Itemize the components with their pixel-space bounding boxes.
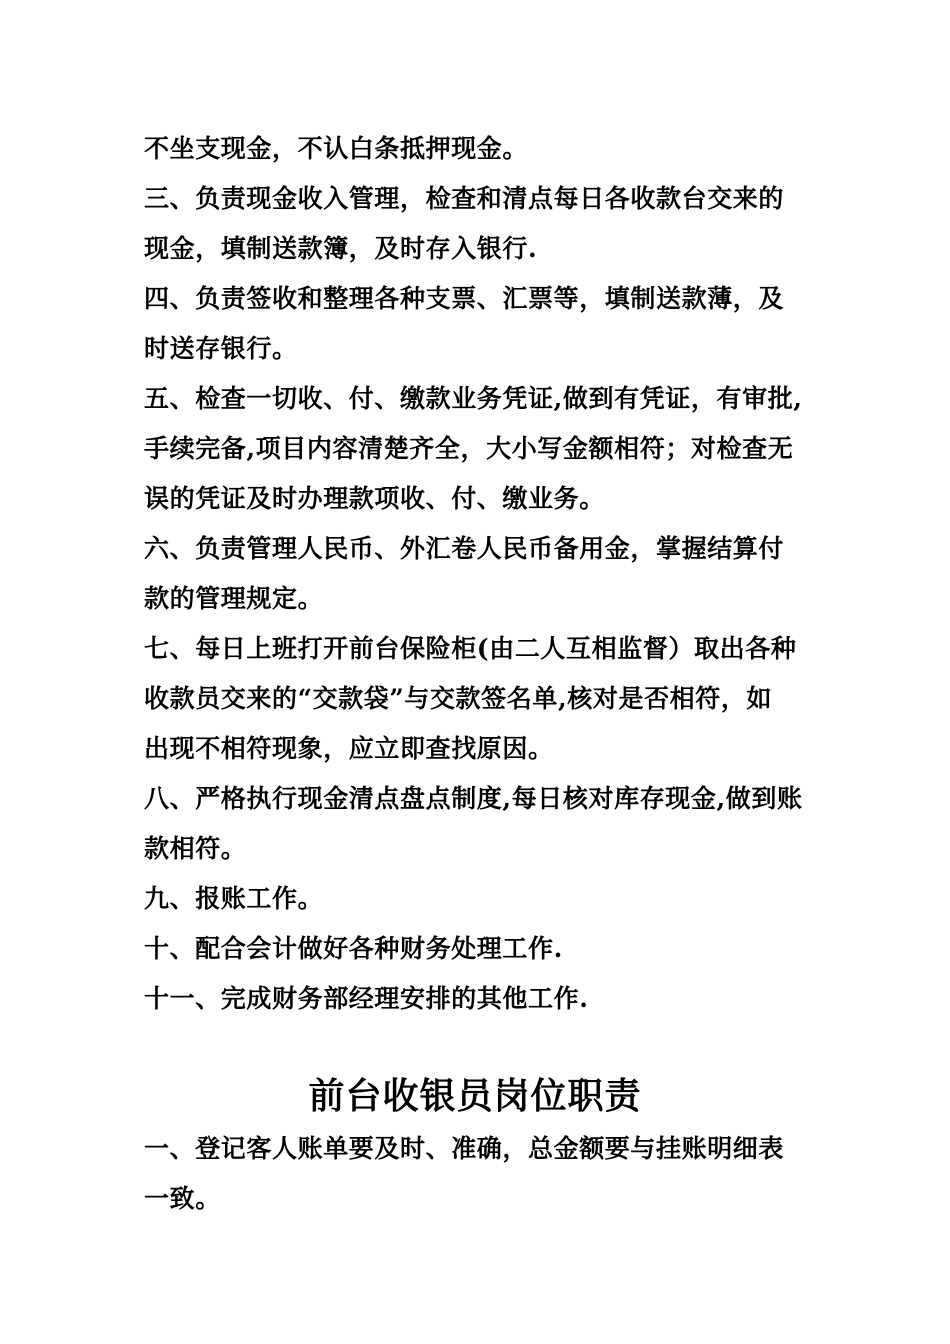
text-line: 十、配合会计做好各种财务处理工作. — [144, 934, 563, 963]
text-line: 手续完备,项目内容清楚齐全，大小写金额相符；对检查无 — [144, 434, 794, 463]
text-line: 不坐支现金，不认白条抵押现金。 — [144, 134, 529, 163]
text-line: 八、严格执行现金清点盘点制度,每日核对库存现金,做到账 — [144, 784, 803, 813]
text-line: 误的凭证及时办理款项收、付、缴业务。 — [144, 484, 605, 513]
text-line: 六、负责管理人民币、外汇卷人民币备用金，掌握结算付 — [144, 534, 785, 563]
text-line: 十一、完成财务部经理安排的其他工作. — [144, 984, 589, 1013]
section-title: 前台收银员岗位职责 — [308, 1075, 642, 1117]
text-line: 时送存银行。 — [144, 334, 298, 363]
text-line: 收款员交来的“交款袋”与交款签名单,核对是否相符，如 — [144, 684, 773, 713]
text-line: 四、负责签收和整理各种支票、汇票等，填制送款薄，及 — [144, 284, 785, 313]
text-line: 一、登记客人账单要及时、准确，总金额要与挂账明细表 — [144, 1134, 785, 1163]
text-line: 三、负责现金收入管理，检查和清点每日各收款台交来的 — [144, 184, 785, 213]
text-line: 现金，填制送款簿，及时存入银行. — [144, 234, 538, 263]
text-line: 七、每日上班打开前台保险柜(由二人互相监督）取出各种 — [144, 634, 797, 663]
text-line: 九、报账工作。 — [144, 884, 324, 913]
text-line: 一致。 — [144, 1184, 221, 1213]
text-line: 款的管理规定。 — [144, 584, 324, 613]
text-line: 五、检查一切收、付、缴款业务凭证,做到有凭证，有审批, — [144, 384, 803, 413]
text-line: 款相符。 — [144, 834, 247, 863]
text-line: 出现不相符现象，应立即查找原因。 — [144, 734, 554, 763]
